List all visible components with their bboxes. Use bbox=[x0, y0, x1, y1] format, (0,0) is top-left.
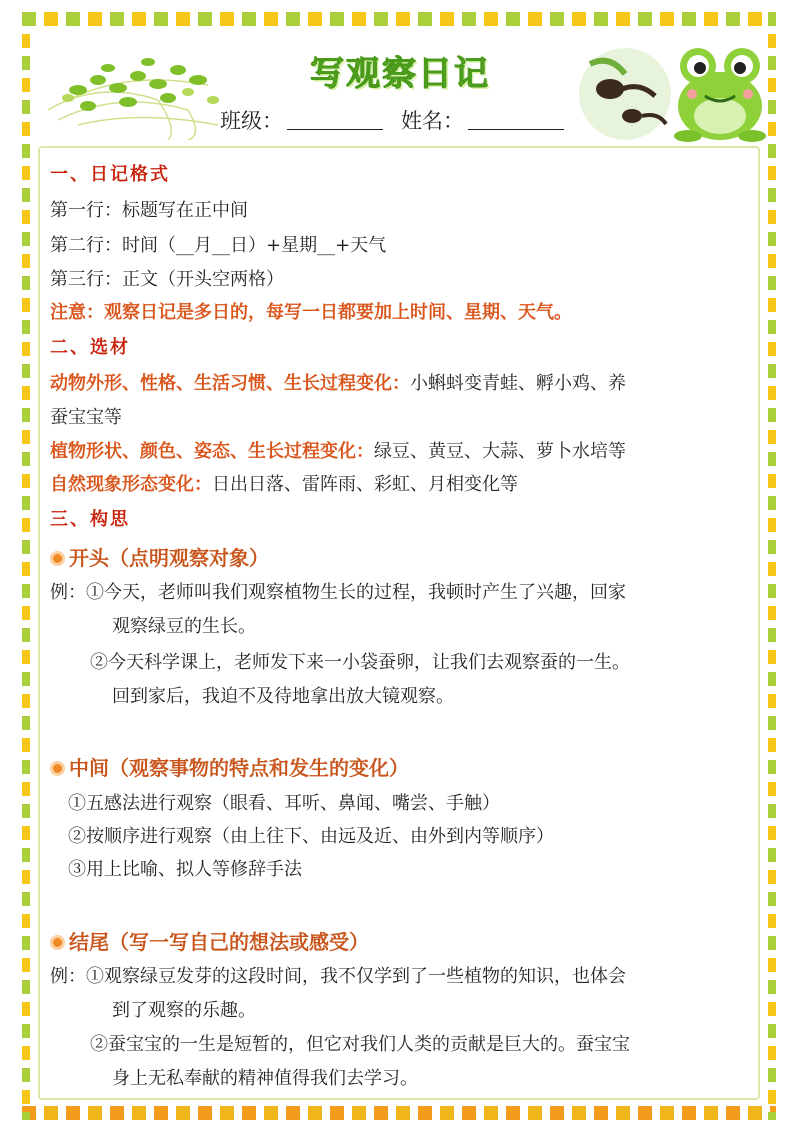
middle-item-1: ①五感法进行观察（眼看、耳听、鼻闻、嘴尝、手触） bbox=[68, 793, 500, 814]
plant-label: 植物形状、颜色、姿态、生长过程变化： bbox=[50, 441, 374, 462]
dashed-border-left bbox=[22, 12, 30, 1120]
section-heading-materials: 二、选材 bbox=[50, 337, 130, 358]
ending-example-1-cont: 到了观察的乐趣。 bbox=[112, 1000, 256, 1021]
ending-example-2: ②蚕宝宝的一生是短暂的，但它对我们人类的贡献是巨大的。蚕宝宝 bbox=[90, 1034, 630, 1055]
opening-example-2: ②今天科学课上，老师发下来一小袋蚕卵，让我们去观察蚕的一生。 bbox=[90, 652, 630, 673]
animal-line bbox=[50, 369, 626, 395]
middle-item-2: ②按顺序进行观察（由上往下、由远及近、由外到内等顺序） bbox=[68, 826, 554, 847]
opening-example-1-cont: 观察绿豆的生长。 bbox=[112, 616, 256, 637]
dashed-border-bottom bbox=[22, 1106, 776, 1120]
section-heading-format: 一、日记格式 bbox=[50, 164, 170, 185]
class-blank[interactable] bbox=[287, 111, 383, 130]
plant-line bbox=[50, 437, 626, 463]
format-line-2: 第二行：时间（__月__日）+星期__+天气 bbox=[50, 235, 387, 256]
nature-text: 日出日落、雷阵雨、彩虹、月相变化等 bbox=[212, 474, 518, 495]
class-name-fields bbox=[220, 105, 582, 135]
middle-item-3: ③用上比喻、拟人等修辞手法 bbox=[68, 859, 302, 880]
bean-sprouts-illustration bbox=[38, 40, 238, 140]
format-line-1: 第一行：标题写在正中间 bbox=[50, 200, 248, 221]
animal-text: 小蝌蚪变青蛙、孵小鸡、养 bbox=[410, 373, 626, 394]
page-title: 写观察日记 bbox=[310, 54, 490, 94]
ending-example-2-cont: 身上无私奉献的精神值得我们去学习。 bbox=[112, 1068, 418, 1089]
frog-tadpole-illustration bbox=[570, 24, 770, 144]
nature-label: 自然现象形态变化： bbox=[50, 474, 212, 495]
name-label: 姓名： bbox=[401, 109, 464, 133]
ending-title: 结尾（写一写自己的想法或感受） bbox=[50, 926, 369, 955]
class-label: 班级： bbox=[220, 109, 283, 133]
bullet-icon bbox=[50, 935, 65, 950]
ending-example-1: 例：①观察绿豆发芽的这段时间，我不仅学到了一些植物的知识，也体会 bbox=[50, 966, 626, 987]
bullet-icon bbox=[50, 551, 65, 566]
format-note: 注意：观察日记是多日的，每写一日都要加上时间、星期、天气。 bbox=[50, 302, 572, 323]
animal-label: 动物外形、性格、生活习惯、生长过程变化： bbox=[50, 373, 410, 394]
opening-example-2-cont: 回到家后，我迫不及待地拿出放大镜观察。 bbox=[112, 686, 454, 707]
animal-line-cont: 蚕宝宝等 bbox=[50, 407, 122, 428]
section-heading-structure: 三、构思 bbox=[50, 509, 130, 530]
format-line-3: 第三行：正文（开头空两格） bbox=[50, 269, 284, 290]
opening-title: 开头（点明观察对象） bbox=[50, 542, 269, 571]
dashed-border-right bbox=[768, 12, 776, 1120]
middle-title: 中间（观察事物的特点和发生的变化） bbox=[50, 752, 409, 781]
nature-line bbox=[50, 470, 518, 496]
opening-example-1: 例：①今天，老师叫我们观察植物生长的过程，我顿时产生了兴趣，回家 bbox=[50, 582, 626, 603]
plant-text: 绿豆、黄豆、大蒜、萝卜水培等 bbox=[374, 441, 626, 462]
name-blank[interactable] bbox=[468, 111, 564, 130]
bullet-icon bbox=[50, 761, 65, 776]
